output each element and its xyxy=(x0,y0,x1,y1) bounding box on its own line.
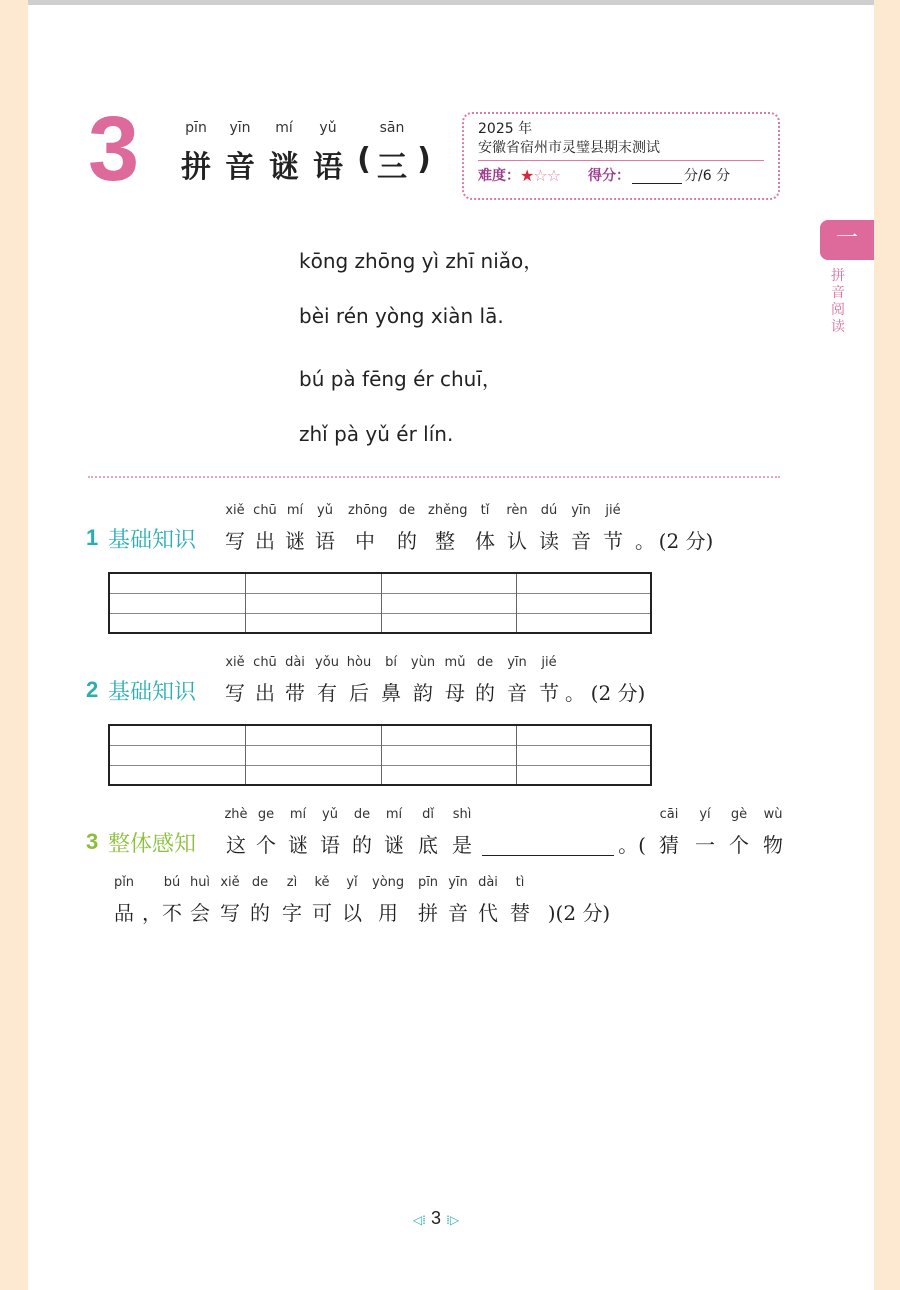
pinyin-char xyxy=(564,503,598,554)
hanzi: 读 xyxy=(539,529,559,553)
title-hanzi: 拼 xyxy=(181,150,211,185)
exam-year: 2025 年 xyxy=(478,121,533,137)
hanzi: 谜 xyxy=(384,833,404,857)
pinyin: de xyxy=(251,875,269,890)
hanzi: 鼻 xyxy=(381,681,401,705)
riddle-poem xyxy=(299,245,543,481)
pinyin: xiě xyxy=(220,875,240,890)
hanzi: 可 xyxy=(312,901,332,925)
pinyin: zhōng xyxy=(348,503,388,518)
hanzi: 有 xyxy=(317,681,337,705)
hanzi: 谜 xyxy=(288,833,308,857)
pinyin-char xyxy=(218,503,252,554)
difficulty-label: 难度： xyxy=(478,168,520,184)
hanzi: 的 xyxy=(352,833,372,857)
pinyin-char xyxy=(596,503,630,554)
page-footer xyxy=(396,1208,476,1229)
pinyin-char xyxy=(276,875,308,926)
pinyin-char xyxy=(646,503,726,554)
pinyin: yùn xyxy=(410,655,436,670)
pinyin: zhěng xyxy=(428,503,468,518)
pinyin: mí xyxy=(289,807,307,822)
pinyin: yí xyxy=(699,807,711,822)
pinyin: ge xyxy=(257,807,275,822)
hanzi: 写 xyxy=(220,901,240,925)
hanzi: 猜 xyxy=(659,833,679,857)
pinyin-char xyxy=(500,655,534,706)
pinyin: yīn xyxy=(507,655,527,670)
title-hanzi: ( xyxy=(357,142,371,177)
poem-line: kōng zhōng yì zhī niǎo， xyxy=(299,249,544,273)
top-edge xyxy=(28,0,874,5)
pinyin: zhè xyxy=(224,807,248,822)
pinyin-char xyxy=(504,875,536,926)
pinyin: huì xyxy=(189,875,211,890)
pinyin: tǐ xyxy=(480,503,490,518)
hanzi: 认 xyxy=(507,529,527,553)
question-2-number: 2 xyxy=(86,677,99,702)
title-hanzi: 音 xyxy=(225,150,255,185)
pinyin xyxy=(612,807,652,829)
hanzi: 这 xyxy=(226,833,246,857)
pinyin: gè xyxy=(730,807,748,822)
pinyin-char xyxy=(442,875,474,926)
hanzi: 谜 xyxy=(285,529,305,553)
section-tab[interactable]: 一 xyxy=(820,220,874,260)
pinyin-char xyxy=(578,655,658,706)
title-hanzi: 谜 xyxy=(269,150,299,185)
hanzi: 的 xyxy=(475,681,495,705)
hanzi: 音 xyxy=(571,529,591,553)
pinyin: mí xyxy=(385,807,403,822)
pinyin: hòu xyxy=(346,655,372,670)
pinyin: pīn xyxy=(417,875,439,890)
pinyin xyxy=(646,503,726,525)
pinyin: dú xyxy=(540,503,558,518)
pinyin-char xyxy=(500,503,534,554)
pinyin: yǐ xyxy=(346,875,358,890)
pinyin-char xyxy=(248,807,284,858)
score-label: 得分： xyxy=(588,168,631,184)
dotted-divider xyxy=(88,476,780,478)
hanzi: (2 分) xyxy=(590,681,646,705)
pinyin: jié xyxy=(541,655,557,670)
hanzi: 母 xyxy=(445,681,465,705)
hanzi: 会 xyxy=(190,901,210,925)
hanzi: 出 xyxy=(255,529,275,553)
pinyin-char xyxy=(444,807,480,858)
pinyin-char xyxy=(410,807,446,858)
pinyin: mǔ xyxy=(444,655,466,670)
pinyin: de xyxy=(353,807,371,822)
pinyin: dǐ xyxy=(422,807,434,822)
difficulty-stars xyxy=(520,166,560,186)
hanzi: 。( xyxy=(618,833,646,857)
pinyin-char xyxy=(312,807,348,858)
pinyin-char xyxy=(468,503,502,554)
hanzi: 不 xyxy=(162,901,182,925)
hanzi: 语 xyxy=(320,833,340,857)
hanzi: 。 xyxy=(635,529,655,553)
pinyin-char xyxy=(278,503,312,554)
hanzi: 节 xyxy=(603,529,623,553)
pinyin-char xyxy=(278,655,312,706)
hanzi: ， xyxy=(142,901,162,925)
pinyin-char xyxy=(218,655,252,706)
page-number: 3 xyxy=(430,1208,441,1228)
title-char xyxy=(308,120,348,186)
question-3-number: 3 xyxy=(86,829,99,854)
pinyin-char xyxy=(376,807,412,858)
pinyin-char xyxy=(472,875,504,926)
pinyin-char xyxy=(248,655,282,706)
pinyin-char xyxy=(308,503,342,554)
hanzi: (2 分) xyxy=(658,529,714,553)
riddle-answer-blank[interactable] xyxy=(482,855,614,856)
pinyin xyxy=(534,875,624,897)
hanzi: 替 xyxy=(510,901,530,925)
pinyin: bí xyxy=(385,655,397,670)
pinyin: dài xyxy=(478,875,498,890)
pinyin: shì xyxy=(452,807,472,822)
pinyin: de xyxy=(476,655,494,670)
hanzi: 的 xyxy=(250,901,270,925)
star-empty-icon: ☆☆ xyxy=(533,166,561,185)
title-pinyin: yīn xyxy=(229,120,251,136)
pinyin-char xyxy=(390,503,424,554)
pinyin: chū xyxy=(253,655,277,670)
pinyin: bú xyxy=(163,875,181,890)
hanzi: 后 xyxy=(349,681,369,705)
pinyin: rèn xyxy=(506,503,528,518)
hanzi: 底 xyxy=(418,833,438,857)
pinyin-char xyxy=(534,875,624,926)
question-1-tag: 基础知识 xyxy=(108,528,197,553)
pinyin: yòng xyxy=(372,875,405,890)
pinyin: yīn xyxy=(571,503,591,518)
title-pinyin: yǔ xyxy=(319,120,337,136)
pinyin: pǐn xyxy=(113,875,135,890)
title-char xyxy=(176,120,216,186)
title-hanzi: 三 xyxy=(377,150,407,185)
pinyin: yǔ xyxy=(317,503,333,518)
score-blank[interactable] xyxy=(632,168,682,184)
pinyin-char xyxy=(372,875,404,926)
pinyin: de xyxy=(398,503,416,518)
hanzi: 拼 xyxy=(418,901,438,925)
hanzi: 是 xyxy=(452,833,472,857)
hanzi: 语 xyxy=(315,529,335,553)
hanzi: 节 xyxy=(539,681,559,705)
hanzi: 个 xyxy=(729,833,749,857)
pinyin-char xyxy=(722,807,756,858)
pinyin-char xyxy=(438,655,472,706)
pinyin: wù xyxy=(763,807,783,822)
pinyin-char xyxy=(406,655,440,706)
pinyin: kě xyxy=(314,875,330,890)
pinyin-char xyxy=(412,875,444,926)
hanzi: 写 xyxy=(225,529,245,553)
hanzi: 整 xyxy=(435,529,455,553)
title-pinyin: pīn xyxy=(185,120,207,136)
exam-info-box xyxy=(462,112,780,200)
pinyin-char xyxy=(428,503,468,554)
star-filled-icon: ★ xyxy=(520,166,534,185)
pinyin-char xyxy=(342,655,376,706)
pinyin-char xyxy=(688,807,722,858)
hanzi: 字 xyxy=(282,901,302,925)
pinyin-char xyxy=(652,807,686,858)
title-pinyin: sān xyxy=(379,120,405,136)
pinyin: xiě xyxy=(225,655,245,670)
title-char xyxy=(220,120,260,186)
hanzi: 品 xyxy=(114,901,134,925)
pinyin-char xyxy=(756,807,790,858)
pinyin: tì xyxy=(515,875,525,890)
pinyin: dài xyxy=(285,655,305,670)
score-suffix: 分/6 分 xyxy=(684,168,731,184)
pinyin-char xyxy=(214,875,246,926)
hanzi: 音 xyxy=(448,901,468,925)
pinyin-char xyxy=(612,807,652,858)
pinyin: yǔ xyxy=(322,807,338,822)
exam-source: 安徽省宿州市灵璧县期末测试 xyxy=(478,138,764,161)
answer-grid-1[interactable] xyxy=(108,572,652,634)
pinyin-char xyxy=(310,655,344,706)
hanzi: 中 xyxy=(355,529,375,553)
poem-line: zhǐ pà yǔ ér lín. xyxy=(299,422,454,446)
pinyin-char xyxy=(468,655,502,706)
question-3-tag: 整体感知 xyxy=(108,832,197,857)
poem-line: bèi rén yòng xiàn lā. xyxy=(299,304,504,328)
hanzi: 个 xyxy=(256,833,276,857)
hanzi: 用 xyxy=(378,901,398,925)
pinyin-char xyxy=(348,503,388,554)
pinyin: chū xyxy=(253,503,277,518)
pinyin xyxy=(578,655,658,677)
pinyin: yǒu xyxy=(315,655,339,670)
title-char xyxy=(404,120,444,177)
poem-line: bú pà fēng ér chuī， xyxy=(299,367,502,391)
title-pinyin: mí xyxy=(275,120,293,136)
pinyin: yīn xyxy=(448,875,468,890)
hanzi: 代 xyxy=(478,901,498,925)
pinyin-char xyxy=(280,807,316,858)
title-pinyin xyxy=(404,120,444,142)
hanzi: 带 xyxy=(285,681,305,705)
hanzi: 音 xyxy=(507,681,527,705)
pinyin-char xyxy=(344,807,380,858)
hanzi: 的 xyxy=(397,529,417,553)
hanzi: 出 xyxy=(255,681,275,705)
left-arrow-icon: ◁⁞ xyxy=(412,1213,426,1227)
hanzi: 。 xyxy=(565,681,585,705)
hanzi: 物 xyxy=(763,833,783,857)
hanzi: 以 xyxy=(342,901,362,925)
hanzi: 写 xyxy=(225,681,245,705)
hanzi: )(2 分) xyxy=(547,901,611,925)
pinyin: cāi xyxy=(659,807,679,822)
question-1-number: 1 xyxy=(86,525,99,550)
pinyin-char xyxy=(306,875,338,926)
pinyin-char xyxy=(336,875,368,926)
title-hanzi: ) xyxy=(417,142,431,177)
title-char xyxy=(264,120,304,186)
pinyin-char xyxy=(248,503,282,554)
pinyin: mí xyxy=(286,503,304,518)
pinyin-char xyxy=(244,875,276,926)
answer-grid-2[interactable] xyxy=(108,724,652,786)
right-arrow-icon: ⁞▷ xyxy=(446,1213,460,1227)
title-hanzi: 语 xyxy=(313,150,343,185)
pinyin-char xyxy=(374,655,408,706)
lesson-number: 3 xyxy=(88,98,140,200)
hanzi: 韵 xyxy=(413,681,433,705)
pinyin: jié xyxy=(605,503,621,518)
hanzi: 一 xyxy=(695,833,715,857)
question-2-tag: 基础知识 xyxy=(108,680,197,705)
section-tab-label: 拼音阅读 xyxy=(831,268,845,335)
hanzi: 体 xyxy=(475,529,495,553)
pinyin-char xyxy=(532,503,566,554)
pinyin: zì xyxy=(286,875,298,890)
difficulty-score-row xyxy=(478,166,764,186)
pinyin: xiě xyxy=(225,503,245,518)
pinyin-char xyxy=(184,875,216,926)
